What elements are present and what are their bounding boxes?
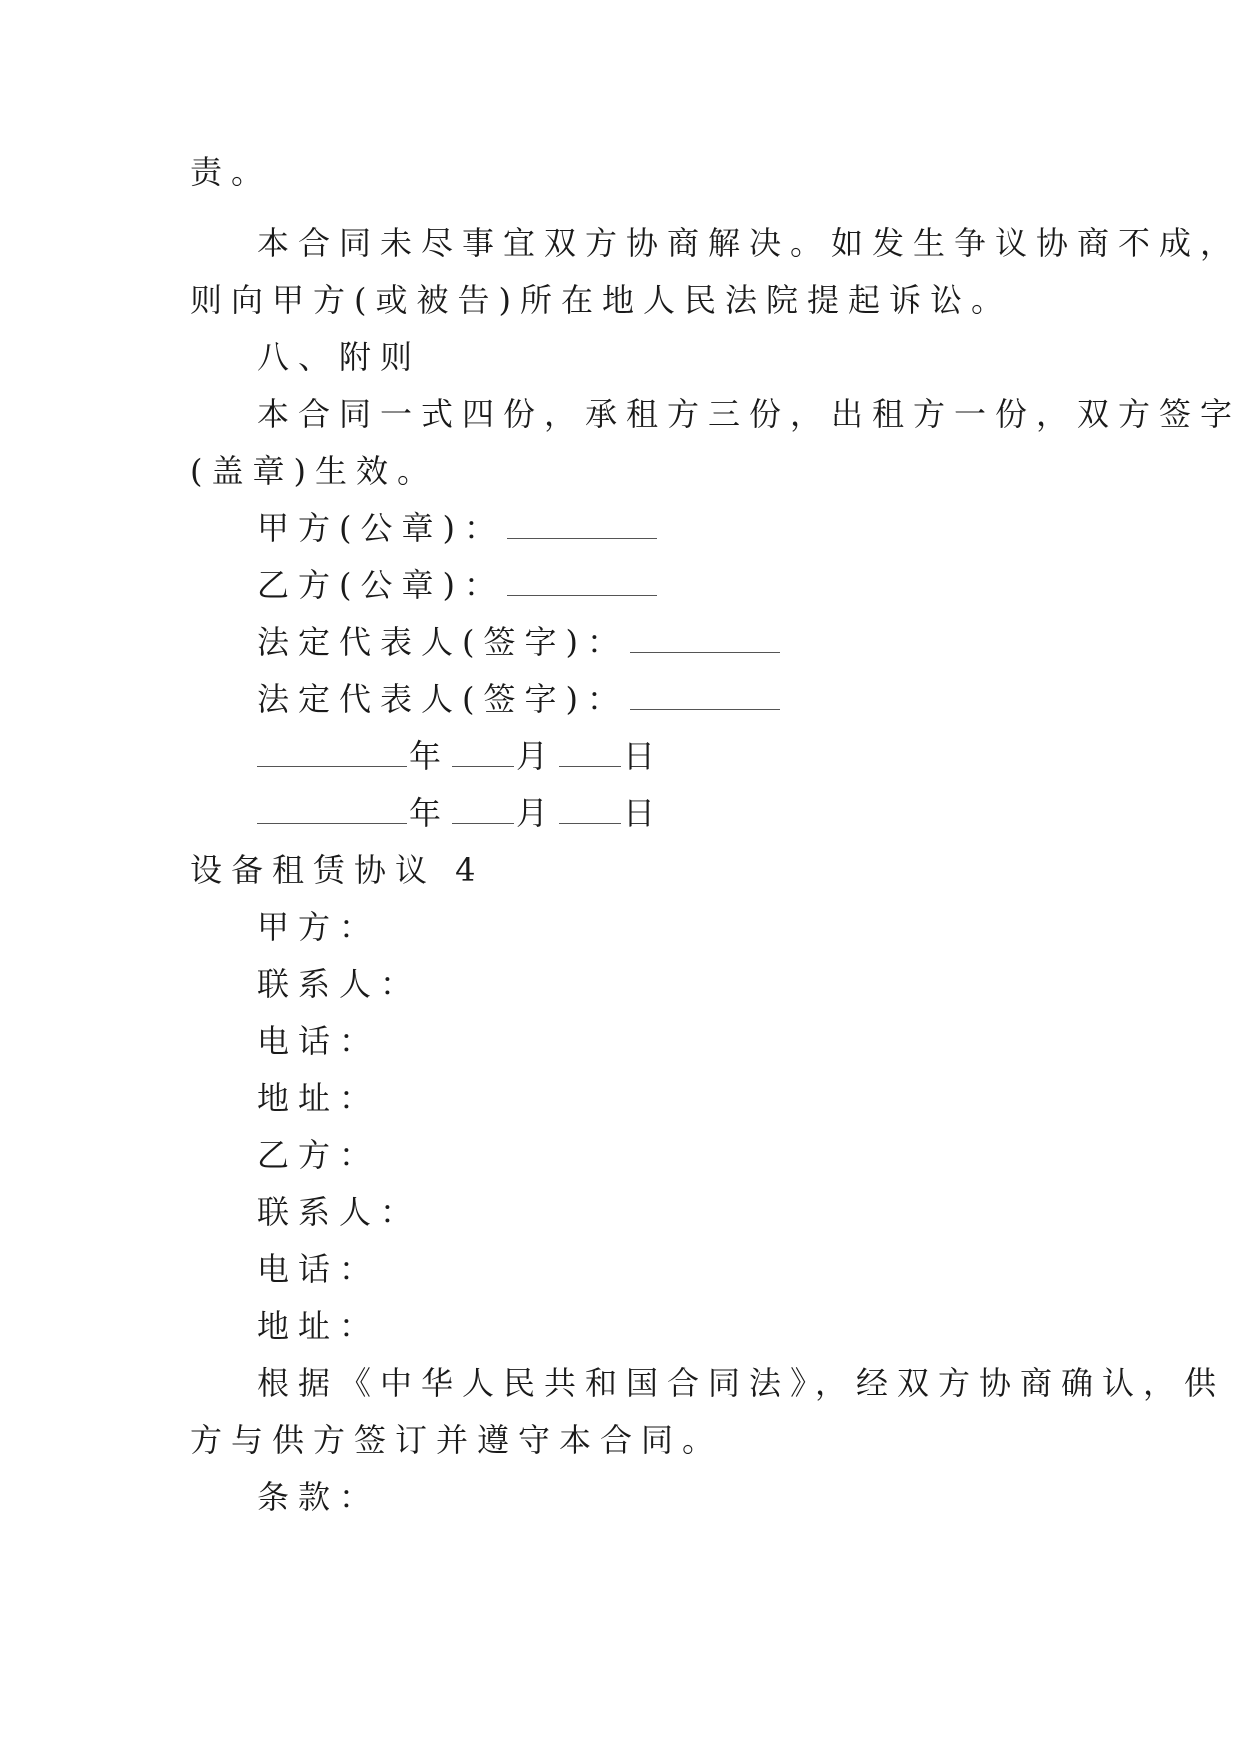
field-label: 地址： (257, 1307, 381, 1345)
day-label: 日 (623, 794, 665, 832)
month-blank (452, 736, 514, 767)
clauses-heading: 条款： (257, 1478, 381, 1516)
year-label: 年 (409, 737, 451, 775)
paragraph-text: (盖章)生效。 (190, 452, 438, 490)
section-title: 设备租赁协议 4 (190, 851, 485, 889)
date-line (257, 793, 664, 833)
paragraph-text: 则向甲方(或被告)所在地人民法院提起诉讼。 (190, 281, 1012, 319)
signature-blank (630, 679, 780, 710)
month-blank (452, 793, 514, 824)
month-label: 月 (516, 737, 558, 775)
field-label: 电话： (257, 1022, 381, 1060)
paragraph-text: 本合同一式四份，承租方三份，出租方一份，双方签字 (257, 395, 1241, 433)
year-label: 年 (409, 794, 451, 832)
day-blank (559, 736, 621, 767)
section-heading: 八、附则 (257, 338, 422, 376)
signature-blank (630, 622, 780, 653)
signature-blank (507, 565, 657, 596)
day-label: 日 (623, 737, 665, 775)
signature-label: 法定代表人(签字)： (257, 623, 628, 661)
paragraph-text: 责。 (190, 153, 273, 191)
day-blank (559, 793, 621, 824)
year-blank (257, 793, 407, 824)
field-label: 乙方： (257, 1136, 381, 1174)
signature-label: 乙方(公章)： (257, 566, 505, 604)
field-label: 甲方： (257, 908, 381, 946)
signature-line-representative-b (257, 679, 782, 719)
field-label: 电话： (257, 1250, 381, 1288)
signature-label: 法定代表人(签字)： (257, 680, 628, 718)
signature-blank (507, 508, 657, 539)
field-label: 联系人： (257, 965, 422, 1003)
paragraph-text: 根据《中华人民共和国合同法》，经双方协商确认，供 (257, 1364, 1226, 1402)
signature-label: 甲方(公章)： (257, 509, 505, 547)
signature-line-party-b (257, 565, 659, 605)
signature-line-representative-a (257, 622, 782, 662)
year-blank (257, 736, 407, 767)
field-label: 联系人： (257, 1193, 422, 1231)
paragraph-text: 本合同未尽事宜双方协商解决。如发生争议协商不成， (257, 224, 1241, 262)
signature-line-party-a (257, 508, 659, 548)
paragraph-text: 方与供方签订并遵守本合同。 (190, 1421, 724, 1459)
date-line (257, 736, 664, 776)
field-label: 地址： (257, 1079, 381, 1117)
month-label: 月 (516, 794, 558, 832)
